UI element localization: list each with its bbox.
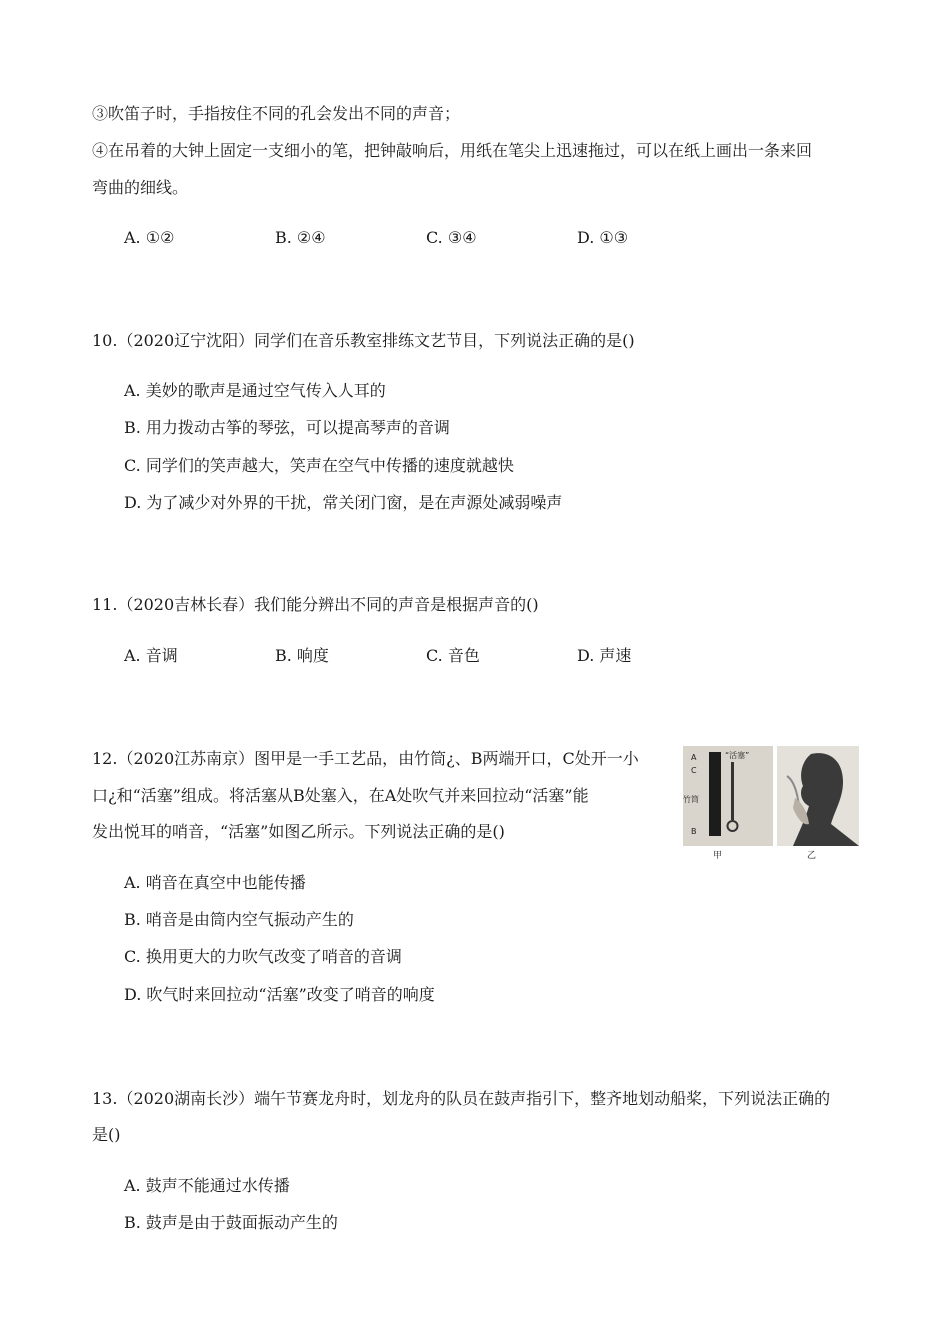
label-b: B xyxy=(691,827,697,836)
q11-option-a: A. 音调 xyxy=(124,646,178,665)
q12-option-d: D. 吹气时来回拉动“活塞”改变了哨音的响度 xyxy=(124,985,435,1004)
label-plug: “活塞” xyxy=(725,751,750,760)
q11-stem: 11.（2020吉林长春）我们能分辨出不同的声音是根据声音的() xyxy=(92,595,539,614)
q10-stem: 10.（2020辽宁沈阳）同学们在音乐教室排练文艺节目，下列说法正确的是() xyxy=(92,331,635,350)
q12-stem-line-3: 发出悦耳的哨音，“活塞”如图乙所示。下列说法正确的是() xyxy=(92,822,505,841)
q12-option-a: A. 哨音在真空中也能传播 xyxy=(124,873,306,892)
q11-option-b: B. 响度 xyxy=(275,646,329,665)
q9-item-4-line-1: ④在吊着的大钟上固定一支细小的笔，把钟敲响后，用纸在笔尖上迅速拖过，可以在纸上画出一条来回 xyxy=(92,141,813,160)
q12-stem-line-2: 口¿和“活塞”组成。将活塞从B处塞入，在A处吹气并来回拉动“活塞”能 xyxy=(92,786,589,805)
q9-option-a: A. ①② xyxy=(124,228,175,247)
q9-option-d: D. ①③ xyxy=(577,228,629,247)
q11-option-c: C. 音色 xyxy=(426,646,480,665)
caption-jia: 甲 xyxy=(713,851,723,861)
q11-option-d: D. 声速 xyxy=(577,646,632,665)
plug-rod xyxy=(731,762,734,820)
q13-stem-line-1: 13.（2020湖南长沙）端午节赛龙舟时，划龙舟的队员在鼓声指引下，整齐地划动船桨，下列说法正确的 xyxy=(92,1089,831,1108)
q9-item-4-line-2: 弯曲的细线。 xyxy=(92,178,189,197)
q13-option-b: B. 鼓声是由于鼓面振动产生的 xyxy=(124,1213,338,1232)
q9-item-3: ③吹笛子时，手指按住不同的孔会发出不同的声音； xyxy=(92,104,461,123)
q12-figure xyxy=(683,746,861,864)
q13-stem-line-2: 是() xyxy=(92,1125,121,1144)
q10-option-a: A. 美妙的歌声是通过空气传入人耳的 xyxy=(124,381,386,400)
q10-option-d: D. 为了减少对外界的干扰，常关闭门窗，是在声源处减弱噪声 xyxy=(124,493,563,512)
q9-option-c: C. ③④ xyxy=(426,228,477,247)
label-c: C xyxy=(691,766,697,775)
q12-option-c: C. 换用更大的力吹气改变了哨音的音调 xyxy=(124,947,402,966)
q12-option-b: B. 哨音是由筒内空气振动产生的 xyxy=(124,910,354,929)
q13-option-a: A. 鼓声不能通过水传播 xyxy=(124,1176,290,1195)
q12-stem-line-1: 12.（2020江苏南京）图甲是一手工艺品，由竹筒¿、B两端开口，C处开一小 xyxy=(92,749,639,768)
label-a: A xyxy=(691,753,697,762)
bamboo-tube xyxy=(709,752,721,836)
label-bamboo: 竹筒 xyxy=(683,795,699,804)
caption-yi: 乙 xyxy=(807,851,817,861)
q10-option-b: B. 用力拨动古筝的琴弦，可以提高琴声的音调 xyxy=(124,418,450,437)
q9-option-b: B. ②④ xyxy=(275,228,326,247)
q10-option-c: C. 同学们的笑声越大，笑声在空气中传播的速度就越快 xyxy=(124,456,514,475)
